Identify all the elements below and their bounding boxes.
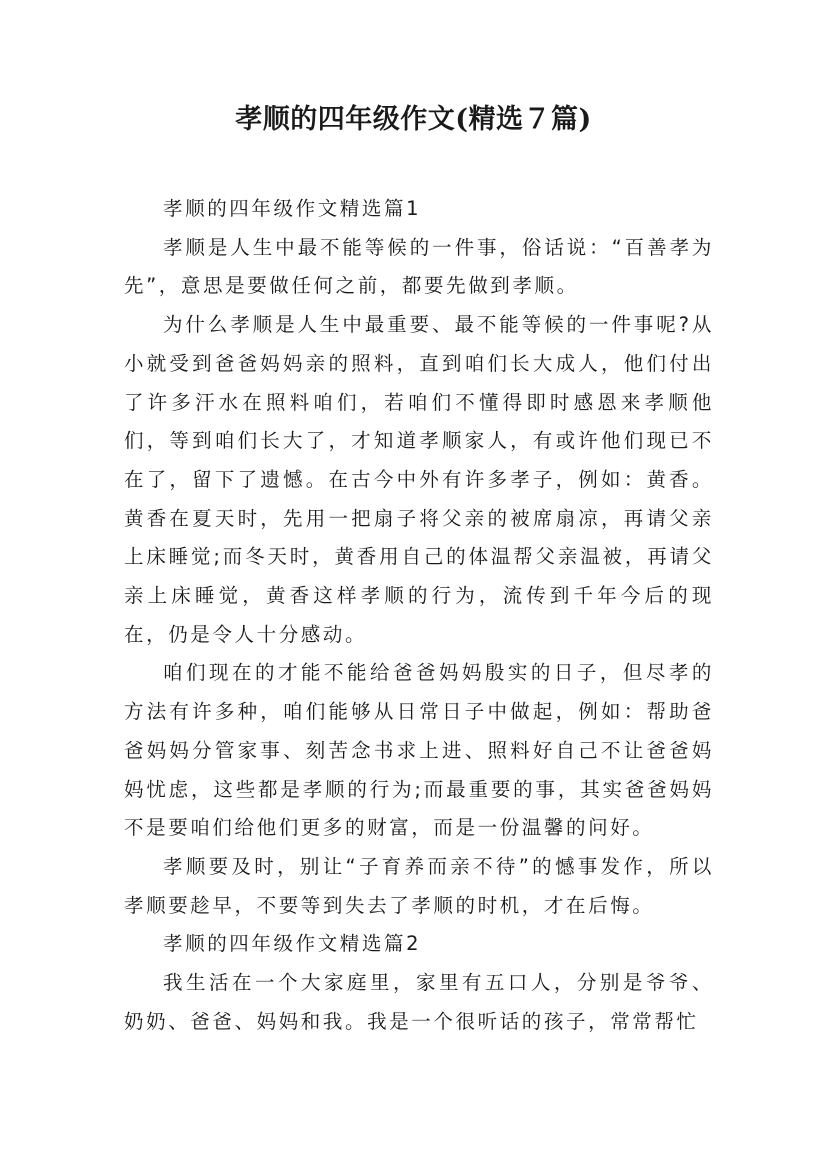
section-heading-1: 孝顺的四年级作文精选篇1 — [163, 197, 422, 220]
paragraph: 孝顺要及时，别让“子育养而亲不待”的憾事发作，所以孝顺要趁早，不要等到失去了孝顺的时机，才在后悔。 — [124, 854, 714, 917]
section-heading-2: 孝顺的四年级作文精选篇2 — [163, 932, 422, 956]
paragraph: 咱们现在的才能不能给爸爸妈妈殷实的日子，但尽孝的方法有许多种，咱们能够从日常日子中做起，例如：帮助爸爸妈妈分管家事、刻苦念书求上进、照料好自己不让爸爸妈妈忧虑，这些都是孝顺的行为;而最重要的事，其实爸爸妈妈不是要咱们给他们更多的财富，而是一份温馨的问好。 — [124, 661, 714, 840]
paragraph: 孝顺是人生中最不能等候的一件事，俗话说：“百善孝为先”，意思是要做任何之前，都要先做到孝顺。 — [124, 235, 714, 298]
paragraph: 我生活在一个大家庭里，家里有五口人，分别是爷爷、奶奶、爸爸、妈妈和我。我是一个很听话的孩子，常常帮忙 — [124, 971, 714, 1033]
paragraph: 为什么孝顺是人生中最重要、最不能等候的一件事呢?从小就受到爸爸妈妈亲的照料，直到咱们长大成人，他们付出了许多汗水在照料咱们，若咱们不懂得即时感恩来孝顺他们，等到咱们长大了，才知道孝顺家人，有或许他们现已不在了，留下了遗憾。在古今中外有许多孝子，例如：黄香。黄香在夏天时，先用一把扇子将父亲的被席扇凉，再请父亲上床睡觉;而冬天时，黄香用自己的体温帮父亲温被，再请父亲上床睡觉，黄香这样孝顺的行为，流传到千年今后的现在，仍是令人十分感动。 — [124, 313, 714, 646]
document-body — [124, 190, 714, 1041]
document-title: 孝顺的四年级作文(精选７篇) — [235, 104, 592, 135]
